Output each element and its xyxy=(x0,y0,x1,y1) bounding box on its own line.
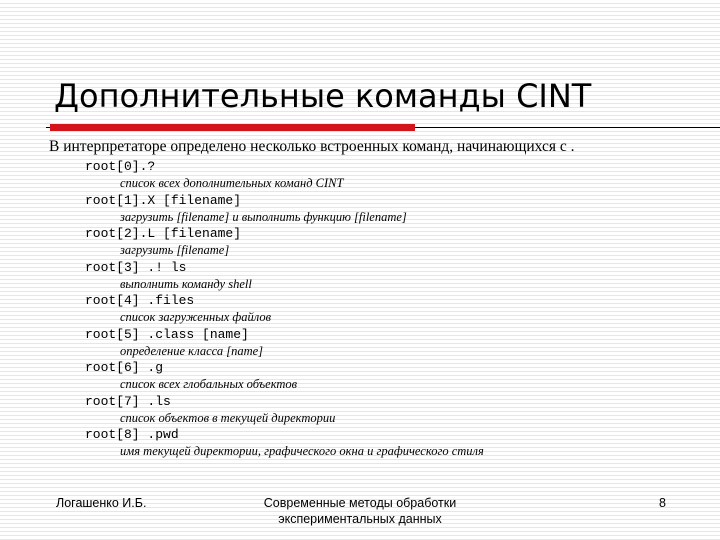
command-item xyxy=(85,259,484,293)
command-code: root[4] .files xyxy=(85,293,195,308)
command-description: список объектов в текущей директории xyxy=(120,410,336,425)
command-code: root[1].X [filename] xyxy=(85,192,242,208)
command-item xyxy=(85,426,484,460)
footer-course-line: Современные методы обработки xyxy=(263,496,457,510)
command-item xyxy=(85,225,484,259)
page-number: 8 xyxy=(659,496,666,510)
command-description: имя текущей директории, графического окна и графического стиля xyxy=(120,444,484,458)
command-description: загрузить [filename] xyxy=(120,243,230,257)
command-code: root[0].? xyxy=(85,159,156,174)
command-description: определение класса [name] xyxy=(120,343,264,358)
command-description: выполнить команду shell xyxy=(120,276,252,291)
command-item xyxy=(85,393,484,427)
command-code: root[8] .pwd xyxy=(85,427,179,442)
command-item xyxy=(85,158,484,192)
footer-course-line: экспериментальных данных xyxy=(278,512,442,526)
command-code: root[3] .! ls xyxy=(85,259,187,275)
intro-text: В интерпретаторе определено несколько встроенных команд, начинающихся с . xyxy=(49,138,575,155)
command-code: root[7] .ls xyxy=(85,393,171,409)
command-code: root[5] .class [name] xyxy=(85,326,249,342)
command-list xyxy=(85,158,484,460)
footer-course-title xyxy=(240,495,480,527)
accent-bar xyxy=(50,124,415,131)
command-item xyxy=(85,326,484,360)
command-code: root[6] .g xyxy=(85,360,164,375)
slide-title: Дополнительные команды CINT xyxy=(54,77,592,115)
command-item xyxy=(85,192,484,226)
footer-author: Логашенко И.Б. xyxy=(56,496,147,510)
command-description: список всех глобальных объектов xyxy=(120,377,298,391)
command-item xyxy=(85,292,484,326)
command-code: root[2].L [filename] xyxy=(85,226,242,241)
command-item xyxy=(85,359,484,393)
command-description: список загруженных файлов xyxy=(120,310,272,324)
command-description: загрузить [filename] и выполнить функцию [filename] xyxy=(120,209,407,224)
command-description: список всех дополнительных команд CINT xyxy=(120,176,344,190)
